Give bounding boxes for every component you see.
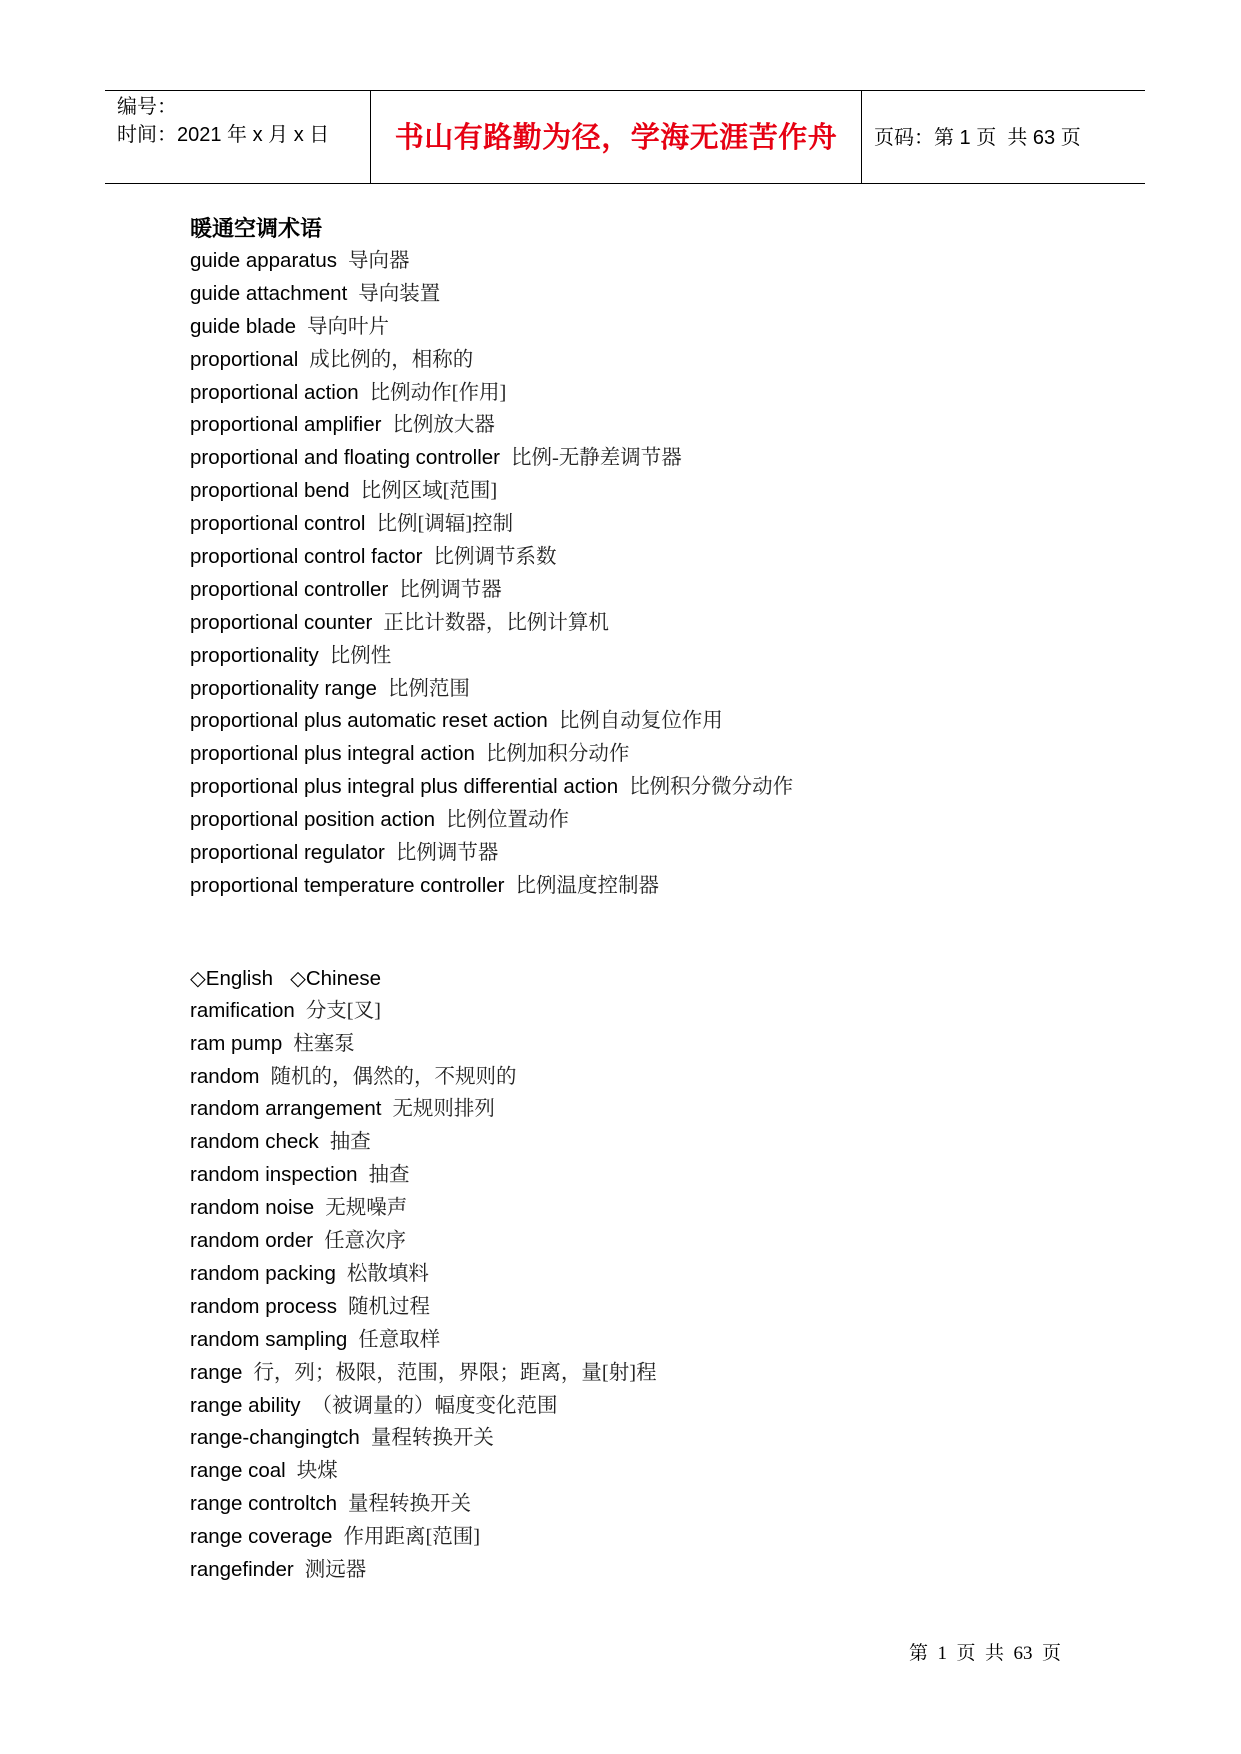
term-chinese: 比例-无静差调节器	[510, 447, 682, 470]
term-entry	[190, 1488, 1190, 1521]
term-chinese: 导向叶片	[307, 315, 390, 338]
term-entry	[190, 278, 1190, 311]
term-entry	[190, 705, 1190, 738]
term-chinese: 比例积分微分动作	[629, 776, 794, 799]
term-entry	[190, 837, 1190, 870]
term-english: random arrangement	[190, 1097, 382, 1121]
header-page-number: 页码：第 1 页 共 63 页	[874, 127, 1081, 149]
term-chinese: 比例区域[范围]	[360, 480, 498, 503]
term-entry	[190, 442, 1190, 475]
term-entry	[190, 1455, 1190, 1488]
term-entry	[190, 995, 1190, 1028]
term-chinese: 成比例的，相称的	[309, 348, 474, 371]
term-chinese: 抽查	[368, 1164, 410, 1187]
term-entry	[190, 1390, 1190, 1423]
term-english: range	[190, 1360, 243, 1384]
term-entry	[190, 1126, 1190, 1159]
term-entry	[190, 870, 1190, 903]
glossary-section-2	[190, 995, 1190, 1587]
term-chinese: 比例动作[作用]	[369, 381, 507, 404]
term-english: ramification	[190, 998, 295, 1022]
term-chinese: 块煤	[296, 1460, 338, 1483]
term-english: proportional regulator	[190, 841, 385, 865]
term-chinese: 任意取样	[358, 1328, 441, 1351]
term-chinese: 松散填料	[346, 1262, 429, 1285]
term-english: random	[190, 1064, 260, 1088]
term-entry	[190, 1521, 1190, 1554]
term-entry	[190, 574, 1190, 607]
term-chinese: 比例加积分动作	[485, 743, 630, 766]
document-body	[190, 212, 1190, 1587]
header-divider-right	[861, 90, 862, 184]
term-chinese: 无规噪声	[325, 1197, 408, 1220]
term-chinese: 随机过程	[347, 1295, 430, 1318]
footer-page-number: 第 1 页 共 63 页	[909, 1643, 1062, 1664]
term-chinese: 行，列；极限，范围，界限；距离，量[射]程	[253, 1361, 657, 1384]
term-english: proportional control	[190, 512, 366, 536]
term-chinese: 作用距离[范围]	[343, 1526, 481, 1549]
term-english: guide apparatus	[190, 249, 338, 272]
term-entry	[190, 1225, 1190, 1258]
term-english: range coal	[190, 1459, 286, 1483]
term-entry	[190, 1291, 1190, 1324]
header-divider-left	[370, 90, 371, 184]
term-chinese: 导向装置	[358, 282, 441, 305]
term-english: proportionality range	[190, 676, 377, 700]
header-bottom-rule	[105, 183, 1145, 184]
term-entry	[190, 1093, 1190, 1126]
term-entry	[190, 673, 1190, 706]
document-time-label: 时间：2021 年 x 月 x 日	[117, 124, 330, 146]
term-chinese: 导向器	[348, 250, 410, 272]
header-meta	[117, 93, 367, 149]
term-english: random process	[190, 1294, 337, 1318]
glossary-section-1	[190, 245, 1190, 903]
term-chinese: 测远器	[304, 1558, 367, 1581]
term-entry	[190, 1192, 1190, 1225]
term-chinese: 正比计数器，比例计算机	[383, 611, 609, 634]
term-chinese: 比例调节系数	[433, 546, 557, 569]
term-entry	[190, 1554, 1190, 1587]
term-english: proportional plus integral plus differential action	[190, 775, 619, 799]
term-english: random noise	[190, 1196, 315, 1220]
document-title: 暖通空调术语	[190, 216, 323, 241]
term-english: random sampling	[190, 1327, 348, 1351]
term-entry	[190, 771, 1190, 804]
term-english: guide blade	[190, 314, 297, 338]
term-entry	[190, 541, 1190, 574]
term-chinese: 比例[调辐]控制	[376, 513, 514, 536]
term-english: range ability	[190, 1393, 301, 1417]
term-entry	[190, 1324, 1190, 1357]
term-chinese: 无规则排列	[392, 1098, 495, 1121]
term-entry	[190, 1258, 1190, 1291]
term-chinese: （被调量的）幅度变化范围	[311, 1394, 558, 1417]
term-chinese: 量程转换开关	[370, 1427, 494, 1450]
term-chinese: 比例调节器	[395, 842, 499, 865]
term-entry	[190, 311, 1190, 344]
term-english: proportional amplifier	[190, 413, 382, 437]
term-chinese: 比例性	[329, 644, 392, 667]
term-entry	[190, 1028, 1190, 1061]
term-chinese: 比例调节器	[399, 578, 502, 601]
header-top-rule	[105, 90, 1145, 91]
term-english: range-changingtch	[190, 1426, 360, 1450]
term-english: guide attachment	[190, 281, 348, 305]
term-chinese: 量程转换开关	[348, 1493, 472, 1516]
term-entry	[190, 607, 1190, 640]
term-entry	[190, 1061, 1190, 1094]
term-english: random check	[190, 1130, 319, 1154]
term-entry	[190, 508, 1190, 541]
term-english: ram pump	[190, 1031, 283, 1055]
term-english: proportional action	[190, 380, 359, 404]
term-english: proportional counter	[190, 610, 373, 634]
section-2-heading: ◇English ◇Chinese	[190, 966, 382, 990]
term-chinese: 比例放大器	[392, 414, 495, 437]
term-chinese: 抽查	[329, 1131, 371, 1154]
term-english: proportional position action	[190, 808, 436, 832]
term-english: random order	[190, 1229, 314, 1253]
term-english: random inspection	[190, 1163, 358, 1187]
term-chinese: 比例范围	[387, 677, 470, 700]
term-english: range coverage	[190, 1525, 333, 1549]
term-english: proportional	[190, 347, 299, 371]
term-english: proportional and floating controller	[190, 446, 500, 470]
term-entry	[190, 738, 1190, 771]
term-chinese: 分支[叉]	[305, 999, 381, 1022]
term-chinese: 随机的，偶然的，不规则的	[270, 1065, 517, 1088]
term-entry	[190, 344, 1190, 377]
term-chinese: 任意次序	[324, 1230, 407, 1253]
term-chinese: 柱塞泵	[293, 1032, 355, 1055]
term-entry	[190, 1422, 1190, 1455]
term-entry	[190, 640, 1190, 673]
term-english: proportional control factor	[190, 545, 423, 569]
term-entry	[190, 804, 1190, 837]
term-english: random packing	[190, 1261, 336, 1285]
term-english: proportional bend	[190, 479, 350, 503]
header-motto: 书山有路勤为径，学海无涯苦作舟	[394, 122, 838, 154]
term-chinese: 比例位置动作	[446, 809, 570, 832]
term-chinese: 比例自动复位作用	[558, 710, 723, 733]
term-chinese: 比例温度控制器	[515, 874, 659, 897]
term-entry	[190, 245, 1190, 278]
term-english: proportional temperature controller	[190, 873, 505, 897]
term-english: proportional controller	[190, 577, 389, 601]
term-english: rangefinder	[190, 1557, 294, 1581]
term-entry	[190, 1159, 1190, 1192]
term-english: proportionality	[190, 643, 319, 667]
document-number-label: 编号：	[117, 96, 177, 118]
term-entry	[190, 1357, 1190, 1390]
term-english: proportional plus automatic reset action	[190, 709, 548, 733]
term-entry	[190, 377, 1190, 410]
term-entry	[190, 409, 1190, 442]
term-english: proportional plus integral action	[190, 742, 475, 766]
term-english: range controltch	[190, 1492, 338, 1516]
term-entry	[190, 475, 1190, 508]
